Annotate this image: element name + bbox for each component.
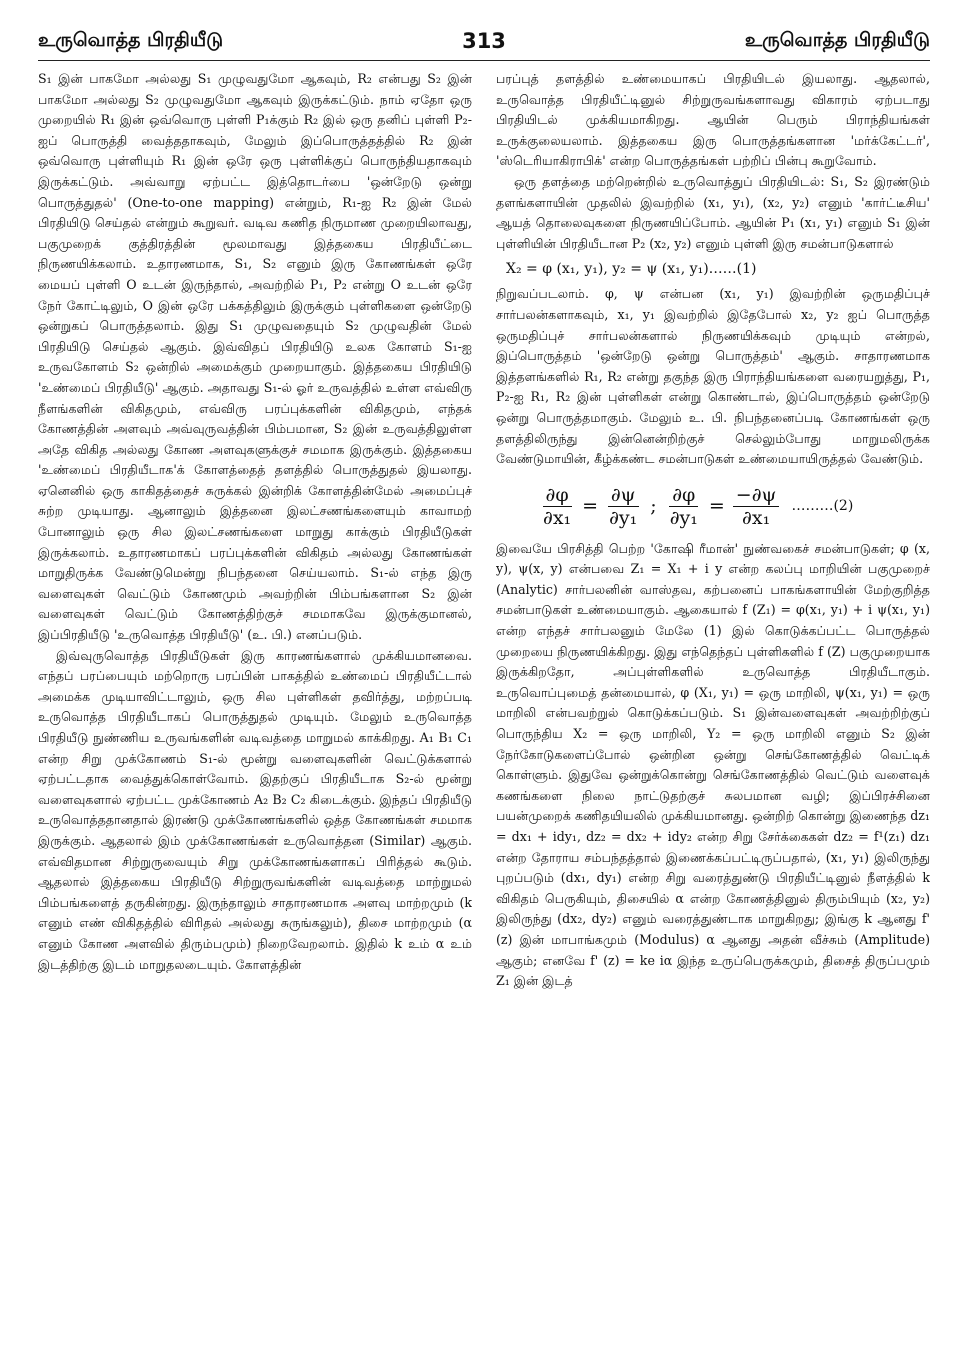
right-paragraph-2: ஒரு தளத்தை மற்றென்றில் உருவொத்துப் பிரதியிடல்: S₁, S₂ இரண்டும் தளங்களாயின் முதலில் இவற்றில் (x₁, y₁), (x₂, y₂) எனும் 'கார்ட்டீசிய' ஆயத் தொலைவுகளை நிருணயிப்போம். ஆயின் P₁ (x₁, y₁) எனும் S₁ இன் புள்ளியின் பிரதியீடான P₂ (x₂, y₂) எனும் புள்ளி இரு சமன்பாடுகளால்	[496, 173, 930, 251]
text-columns	[38, 69, 930, 992]
header-title-right: உருவொத்த பிரதியீடு	[744, 28, 930, 51]
right-paragraph-1: பரப்புத் தளத்தில் உண்மையாகப் பிரதியிடல் இயலாது. ஆதலால், உருவொத்த பிரதியீட்டினுல் சிற்றுருவங்களாவது விகாரம் ஏற்படாது பிரதியிடல் முக்கியமாகிறது. ஆயின் பெரும் பிராந்தியங்கள் உருக்குலையலாம். இத்தகைய இரு பொருத்தங்களான 'மர்க்கேட்டர்', 'ஸ்டெரியாகிராபிக்' என்ற பொருத்தங்கள் பற்றிப் பின்பு கூறுவோம்.	[496, 71, 930, 169]
cauchy-riemann-equations	[536, 484, 930, 529]
right-column	[496, 69, 930, 992]
fraction-numerator: −∂ψ	[733, 484, 780, 507]
page-number: 313	[462, 29, 506, 53]
equation-1: X₂ = φ (x₁, y₁), y₂ = ψ (x₁, y₁)……(1)	[506, 261, 757, 278]
fraction-denominator: ∂x₁	[543, 506, 572, 529]
equation-number-2: ………(2)	[791, 498, 854, 515]
fraction-denominator: ∂y₁	[609, 506, 638, 529]
left-paragraph-2: இவ்வுருவொத்த பிரதியீடுகள் இரு காரணங்களால் முக்கியமானவை. எந்தப் பரப்பையும் மற்றொரு பரப்பின் பாகத்தில் உண்மைப் பிரதியீட்டால் அமைக்க முடியாவிட்டாலும், ஒரு சில புள்ளிகள் தவிர்த்து, மற்றப்படி உருவொத்த பிரதியீடாகப் பொருத்துதல் முடியும். மேலும் உருவொத்த பிரதியீடு நுண்ணிய உருவங்களின் வடிவத்தை மாறுமல் காக்கிறது. A₁ B₁ C₁ என்ற சிறு முக்கோணம் S₁-ல் மூன்று வளைவுகளின் வெட்டுக்களால் ஏற்பட்டதாக வைத்துக்கொள்வோம். இதற்குப் பிரதியீடாக S₂-ல் மூன்று வளைவுகளால் ஏற்பட்ட முக்கோணம் A₂ B₂ C₂ கிடைக்கும். இந்தப் பிரதியீடு உருவொத்ததானதால் இரண்டு முக்கோணங்களில் ஒத்த கோணங்கள் சமமாக இருக்கும். ஆதலால் இம் முக்கோணங்கள் உருவொத்தன (Similar) ஆகும். எவ்விதமான சிற்றுருவையும் சிறு முக்கோணங்களாகப் பிரித்தல் கூடும். ஆதலால் இத்தகைய பிரதியீடு சிற்றுருவங்களின் வடிவத்தை மாற்றுமல் பிம்பங்களைத் தருகின்றது. இருந்தாலும் சாதாரணமாக அளவு மாற்றமும் (k எனும் எண் விகிதத்தில் விரிதல் அல்லது சுருங்கலும்), திசை மாற்றமும் (α எனும் கோண அளவில் திரும்பமும்) நிறைவேறலாம். இதில் k உம் α உம் இடத்திற்கு இடம் மாறுதலடையும். கோளத்தின்	[38, 647, 472, 972]
equals-sign: =	[708, 495, 725, 518]
right-paragraph-4: இவையே பிரசித்தி பெற்ற 'கோஷி ரீமான்' நுண்வகைச் சமன்பாடுகள்; φ (x, y), ψ(x, y) என்பவை Z₁ = X₁ + i y என்ற கலப்பு மாறியின் பகுமுறைச் (Analytic) சார்பலனின் வாஸ்தவ, கற்பனைப் பாகங்களாயின் மேற்குறித்த சமன்பாடுகள் உண்மையாகும். ஆகையால் f (Z₁) = φ(x₁, y₁) + i ψ(x₁, y₁) என்ற எந்தச் சார்பலனும் மேலே (1) இல் கொடுக்கப்பட்ட பொருத்தல் முறையை நிருணயிக்கிறது. இது எந்தெந்தப் புள்ளிகளில் f (Z) பகுமுறையாக இருக்கிறதோ, அப்புள்ளிகளில் உருவொத்த பிரதியீடாகும். உருவொப்புமைத் தன்மையால், φ (X₁, y₁) = ஒரு மாறிலி, ψ(x₁, y₁) = ஒரு மாறிலி என்பவற்றுல் கொடுக்கப்படும். S₁ இன்வளைவுகள் அவற்றிற்குப் பொருந்திய X₂ = ஒரு மாறிலி, Y₂ = ஒரு மாறிலி எனும் S₂ இன் நேர்கோடுகளைப்போல் ஒன்றின ஒன்று செங்கோணத்தில் வெட்டிக் கொள்ளும். இதுவே ஒன்றுக்கொன்று செங்கோணத்தில் வெட்டும் வளைவுக் கணங்களை நிலை நாட்டுதற்குச் சுலபமான வழி; இப்பிரச்சினை பயன்முறைக் கணிதயியலில் முக்கியமானது. ஒன்றிற் கொன்று இணைந்த dz₁ = dx₁ + idy₁, dz₂ = dx₂ + idy₂ என்ற சிறு சேர்க்கைகள் dz₂ = f¹(z₁) dz₁ என்ற தோராய சம்பந்தத்தால் இணைக்கப்பட்டிருப்பதால், (x₁, y₁) இலிருந்து புறப்படும் (dx₁, dy₁) என்ற சிறு வரைத்துண்டு பிரதியீட்டினுல் நீளத்தில் k விகிதம் பெருகியும், திசையில் α என்ற கோணத்தினுல் திரும்பியும் (x₂, y₂) இலிருந்து (dx₂, dy₂) எனும் வரைத்துண்டாக மாறுகிறது; இங்கு k ஆனது f' (z) இன் மாபாங்கமும் (Modulus) α ஆனது அதன் வீச்சும் (Amplitude) ஆகும்; எனவே f' (z) = ke iα இந்த உருப்பெருக்கமும், திசைத் திருப்பமும் Z₁ இன் இடத்	[496, 540, 930, 989]
fraction-numerator: ∂φ	[669, 484, 698, 507]
left-column	[38, 69, 472, 992]
fraction-neg-dpsi-dx1	[733, 484, 780, 529]
semicolon-separator: ;	[650, 495, 657, 518]
right-paragraph-3: நிறுவப்படலாம். φ, ψ என்பன (x₁, y₁) இவற்றின் ஒருமதிப்புச் சார்பலன்களாகவும், x₁, y₁ இவற்றில் இதேபோல் x₂, y₂ ஐப் பொருத்த ஒருமதிப்புச் சார்பலன்களால் நிருணயிக்கவும் முடியும் என்றல், இப்பொருத்தம் 'ஒன்றேடு ஒன்று பொருத்தம்' ஆகும். சாதாரணமாக இத்தளங்களில் R₁, R₂ என்று தகுந்த இரு பிராந்தியங்களை வரையறுத்து, P₁, P₂-ஐ R₁, R₂ இன் புள்ளிகள் என்று கொண்டால், இப்பொருத்தம் ஒன்றேடு ஒன்று பொருத்தமாகும். மேலும் உ. பி. நிபந்தனைப்படி கோணங்கள் ஒரு தளத்திலிருந்து இன்னென்றிற்குச் செல்லும்போது மாறுமலிருக்க வேண்டுமாயின், கீழ்க்கண்ட சமன்பாடுகள் உண்மையாயிருத்தல் வேண்டும்.	[496, 286, 930, 467]
left-paragraph-1: S₁ இன் பாகமோ அல்லது S₁ முழுவதுமோ ஆகவும், R₂ என்பது S₂ இன் பாகமோ அல்லது S₂ முழுவதுமோ ஆகவும் இருக்கட்டும். நாம் ஏதோ ஒரு முறையில் R₁ இன் ஒவ்வொரு புள்ளி P₁க்கும் R₂ இல் ஒரு தனிப் புள்ளி P₂-ஐப் பொருத்தி வைத்ததாகவும், மேலும் இப்பொருத்தத்தில் R₂ இன் ஒவ்வொரு புள்ளியும் R₁ இன் ஒரே ஒரு புள்ளிக்குப் பொருந்தியதாகவும் இருக்கட்டும். அவ்வாறு ஏற்பட்ட இத்தொடர்பை 'ஒன்றேடு ஒன்று பொருத்துதல்' (One-to-one mapping) என்றும், R₁-ஐ R₂ இன் மேல் பிரதியிடு செய்தல் என்றும் கூறுவர். வடிவ கணித நிருமாண முறையிலாவது, பகுமுறைக் குத்திரத்தின் மூலமாவது இத்தகைய பிரதியீட்டை நிருணயிக்கலாம். உதாரணமாக, S₁, S₂ எனும் இரு கோணங்கள் ஒரே மையப் புள்ளி O உடன் இருந்தால், அவற்றில் P₁, P₂ என்று O உடன் ஒரே நேர் கோட்டிலும், O இன் ஒரே பக்கத்திலும் இருக்கும் புள்ளிகளை ஒன்றேடு ஒன்றுகப் பொருத்தலாம். இது S₁ முழுவதையும் S₂ முழுவதின் மேல் பிரதியிடு செய்தல் ஆகும். இவ்விதப் பிரதியிடு உலக கோளம் S₁-ஐ உருவகோளம் S₂ ஒன்றில் அமைக்கும் முறையாகும். இத்தகைய பிரதியிடு 'உண்மைப் பிரதியீடு' ஆகும். அதாவது S₁-ல் ஓர் உருவத்தில் உள்ள எவ்விரு நீளங்களின் விகிதமும், எவ்விரு பரப்புக்களின் விகிதமும், எந்தக் கோணத்தின் அளவும் அவ்வுருவத்தின் பிம்பமான, S₂ இன் உருவத்திலுள்ள அதே விகித அல்லது கோண அளவுகளுக்குச் சமமாக இருக்கும். இத்தகைய 'உண்மைப் பிரதியீடாக'க் கோளத்தைத் தளத்தில் பொருத்துதல் இயலாது. ஏனெனில் ஒரு காகிதத்தைச் சுருக்கல் இன்றிக் கோளத்தின்மேல் அமைப்புச் சுற்ற முடியாது. ஆனாலும் இத்தனை இலட்சணங்களையும் காவாமற் போனாலும் ஒரு சில இலட்சணங்களை மாறுது காக்கும் பிரதியீடுகள் இருக்கலாம். உதாரணமாகப் பரப்புக்களின் விகிதம் அல்லது கோணங்கள் மாறுதிருக்க வேண்டுமென்று நிபந்தனை செய்யலாம். S₁-ல் எந்த இரு வளைவுகள் வெட்டும் கோணமும் அவற்றின் பிம்பங்களான S₂ இன் வளைவுகள் வெட்டும் கோணத்திற்குச் சமமாகவே இருக்குமானல், இப்பிரதியீடு 'உருவொத்த பிரதியீடு' (உ. பி.) எனப்படும்.	[38, 71, 472, 643]
header-title-left: உருவொத்த பிரதியீடு	[38, 28, 224, 51]
equals-sign: =	[582, 495, 599, 518]
fraction-dphi-dx1	[540, 484, 574, 529]
fraction-denominator: ∂x₁	[742, 506, 771, 529]
running-header	[38, 22, 930, 61]
fraction-numerator: ∂φ	[543, 484, 572, 507]
fraction-denominator: ∂y₁	[669, 506, 698, 529]
fraction-numerator: ∂ψ	[608, 484, 639, 507]
fraction-dpsi-dy1	[606, 484, 640, 529]
fraction-dphi-dy1	[667, 484, 701, 529]
